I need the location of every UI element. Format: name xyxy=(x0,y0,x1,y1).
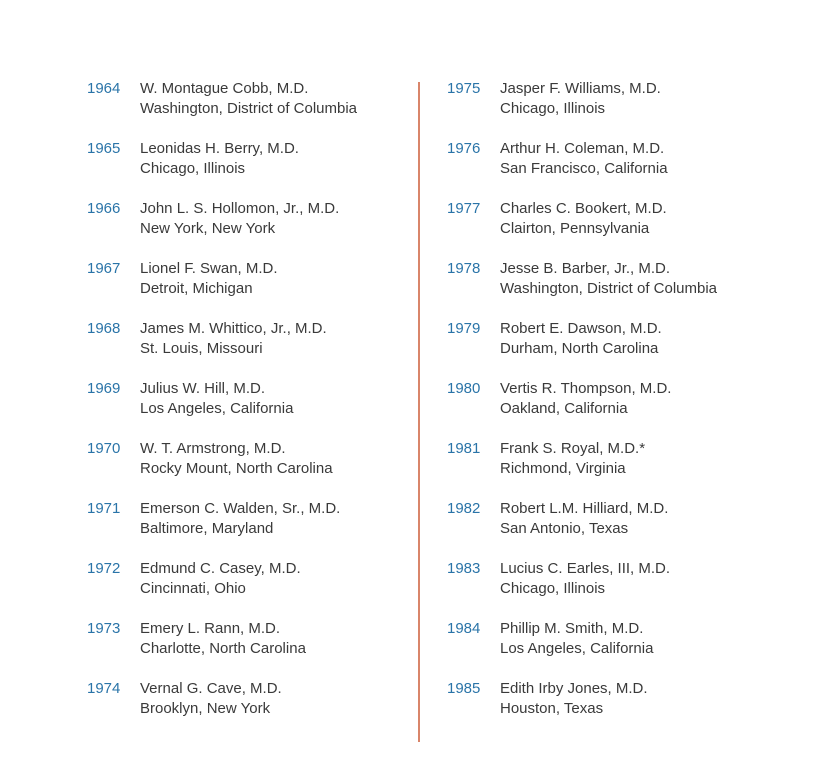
entry-location: Los Angeles, California xyxy=(500,640,654,657)
entry-location: Chicago, Illinois xyxy=(500,580,606,597)
entry-details xyxy=(140,199,339,239)
entry-details xyxy=(140,619,306,659)
entry-name: Edith Irby Jones, M.D. xyxy=(500,680,648,697)
entry-location: Houston, Texas xyxy=(500,700,604,717)
entry-year: 1976 xyxy=(447,140,481,157)
entry-name: Vertis R. Thompson, M.D. xyxy=(500,380,672,397)
entry-details xyxy=(140,139,299,179)
entry-details xyxy=(500,379,671,419)
entry-location: Chicago, Illinois xyxy=(140,160,246,177)
entry-name: James M. Whittico, Jr., M.D. xyxy=(140,320,327,337)
entry-details xyxy=(500,439,645,479)
entry-name: Edmund C. Casey, M.D. xyxy=(140,560,301,577)
entry-year: 1968 xyxy=(87,320,121,337)
entry-name: Charles C. Bookert, M.D. xyxy=(500,200,667,217)
entry-location: Rocky Mount, North Carolina xyxy=(140,460,333,477)
entry-name: W. T. Armstrong, M.D. xyxy=(140,440,286,457)
entry-year: 1971 xyxy=(87,500,121,517)
entry-name: John L. S. Hollomon, Jr., M.D. xyxy=(140,200,340,217)
entry-name: Jesse B. Barber, Jr., M.D. xyxy=(500,260,671,277)
entry-details xyxy=(500,559,670,599)
entry-location: Baltimore, Maryland xyxy=(140,520,274,537)
entry-location: Los Angeles, California xyxy=(140,400,294,417)
entry-location: Detroit, Michigan xyxy=(140,280,253,297)
entry-location: Brooklyn, New York xyxy=(140,700,271,717)
entry-location: Oakland, California xyxy=(500,400,628,417)
entry-name: Julius W. Hill, M.D. xyxy=(140,380,266,397)
entry-location: San Francisco, California xyxy=(500,160,668,177)
entry-year: 1981 xyxy=(447,440,481,457)
entry-details xyxy=(140,499,340,539)
entry-location: New York, New York xyxy=(140,220,276,237)
entry-details xyxy=(500,319,662,359)
entry-location: Washington, District of Columbia xyxy=(500,280,718,297)
entry-details xyxy=(140,319,327,359)
entry-details xyxy=(140,379,293,419)
entry-year: 1964 xyxy=(87,80,121,97)
entry-year: 1985 xyxy=(447,680,481,697)
entry-year: 1977 xyxy=(447,200,481,217)
entry-location: San Antonio, Texas xyxy=(500,520,629,537)
entry-details xyxy=(140,439,333,479)
entry-name: Lionel F. Swan, M.D. xyxy=(140,260,278,277)
entry-year: 1983 xyxy=(447,560,481,577)
entry-year: 1975 xyxy=(447,80,481,97)
entry-details xyxy=(140,559,301,599)
entry-year: 1965 xyxy=(87,140,121,157)
entry-location: Durham, North Carolina xyxy=(500,340,659,357)
entry-name: Arthur H. Coleman, M.D. xyxy=(500,140,665,157)
entry-location: Washington, District of Columbia xyxy=(140,100,358,117)
column-divider xyxy=(418,82,420,742)
entry-details xyxy=(140,259,278,299)
entry-name: Vernal G. Cave, M.D. xyxy=(140,680,282,697)
entry-location: Chicago, Illinois xyxy=(500,100,606,117)
entry-name: Leonidas H. Berry, M.D. xyxy=(140,140,299,157)
entry-details xyxy=(500,679,648,719)
entry-details xyxy=(500,619,653,659)
entry-name: Phillip M. Smith, M.D. xyxy=(500,620,644,637)
entry-year: 1978 xyxy=(447,260,481,277)
entry-name: Frank S. Royal, M.D.* xyxy=(500,440,646,457)
entry-details xyxy=(140,79,357,119)
entry-year: 1984 xyxy=(447,620,481,637)
entry-details xyxy=(500,199,667,239)
entry-name: Emerson C. Walden, Sr., M.D. xyxy=(140,500,341,517)
entry-year: 1966 xyxy=(87,200,121,217)
entry-location: St. Louis, Missouri xyxy=(140,340,263,357)
entry-name: Lucius C. Earles, III, M.D. xyxy=(500,560,671,577)
entry-details xyxy=(500,79,661,119)
entry-name: W. Montague Cobb, M.D. xyxy=(140,80,309,97)
entry-year: 1969 xyxy=(87,380,121,397)
entry-details xyxy=(140,679,282,719)
entry-year: 1967 xyxy=(87,260,121,277)
entry-location: Cincinnati, Ohio xyxy=(140,580,246,597)
entry-year: 1973 xyxy=(87,620,121,637)
entry-year: 1972 xyxy=(87,560,121,577)
entry-year: 1982 xyxy=(447,500,481,517)
entry-details xyxy=(500,499,668,539)
entry-name: Robert E. Dawson, M.D. xyxy=(500,320,662,337)
entry-name: Jasper F. Williams, M.D. xyxy=(500,80,661,97)
entry-details xyxy=(500,139,668,179)
entry-name: Robert L.M. Hilliard, M.D. xyxy=(500,500,669,517)
entry-year: 1980 xyxy=(447,380,481,397)
entry-name: Emery L. Rann, M.D. xyxy=(140,620,281,637)
entry-year: 1970 xyxy=(87,440,121,457)
entry-location: Clairton, Pennsylvania xyxy=(500,220,650,237)
entry-location: Richmond, Virginia xyxy=(500,460,626,477)
entry-year: 1979 xyxy=(447,320,481,337)
entry-location: Charlotte, North Carolina xyxy=(140,640,306,657)
entry-details xyxy=(500,259,717,299)
entry-year: 1974 xyxy=(87,680,121,697)
